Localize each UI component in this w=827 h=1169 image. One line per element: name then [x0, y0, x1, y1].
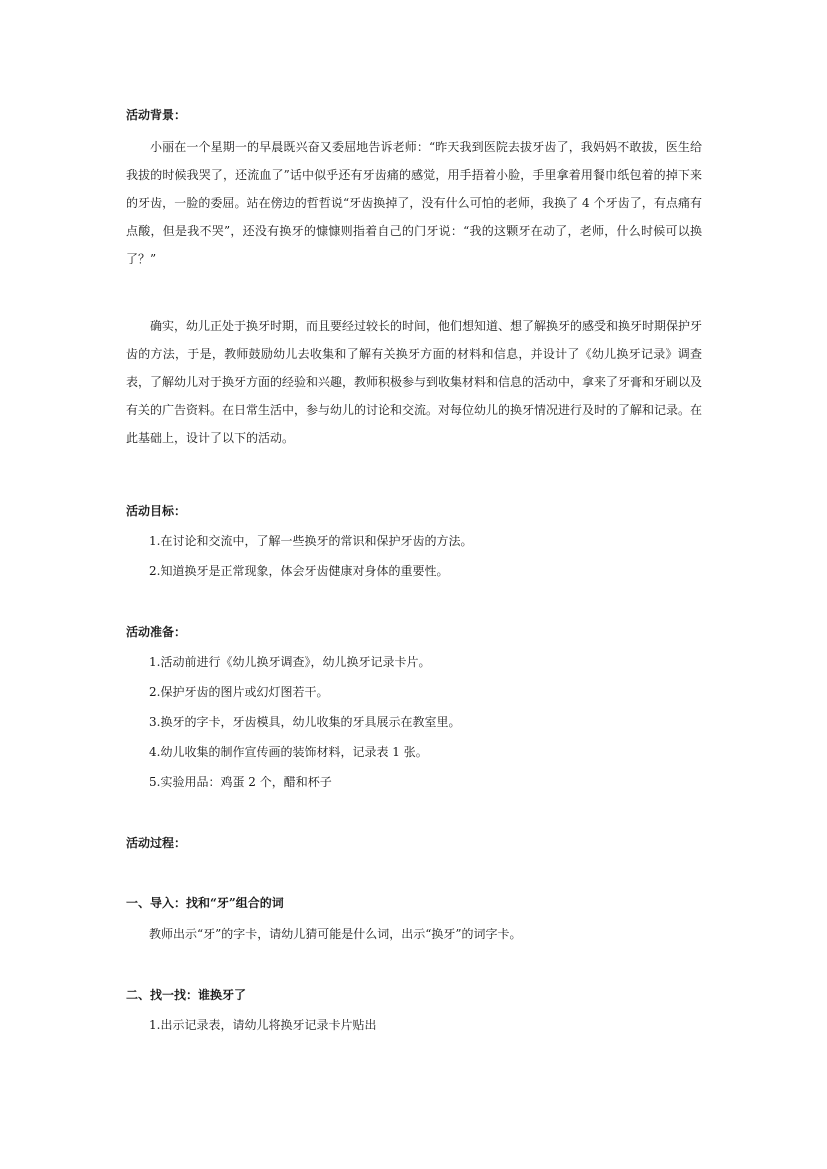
- preparation-item-3: 3.换牙的字卡，牙齿模具，幼儿收集的牙具展示在教室里。: [149, 715, 461, 729]
- process-section-1-text: 教师出示“牙”的字卡，请幼儿猜可能是什么词，出示“换牙”的词字卡。: [149, 927, 522, 941]
- process-heading: 活动过程：: [126, 836, 187, 850]
- background-heading: 活动背景：: [126, 108, 187, 122]
- preparation-item-1: 1.活动前进行《幼儿换牙调查》，幼儿换牙记录卡片。: [149, 655, 431, 669]
- preparation-item-2: 2.保护牙齿的图片或幻灯图若干。: [149, 685, 329, 699]
- process-section-1-heading: 一、导入：找和“牙”组合的词: [126, 896, 284, 910]
- preparation-heading: 活动准备：: [126, 625, 187, 639]
- preparation-item-4: 4.幼儿收集的制作宣传画的装饰材料，记录表 1 张。: [149, 745, 428, 759]
- goal-item-1: 1.在讨论和交流中，了解一些换牙的常识和保护牙齿的方法。: [149, 534, 473, 548]
- preparation-item-5: 5.实验用品：鸡蛋 2 个，醋和杯子: [149, 775, 332, 789]
- goals-heading: 活动目标：: [126, 504, 187, 518]
- background-paragraph-1: 小丽在一个星期一的早晨既兴奋又委屈地告诉老师：“昨天我到医院去拔牙齿了，我妈妈不敢拔，医生给我拔的时候我哭了，还流血了”话中似乎还有牙齿痛的感觉，用手捂着小脸，手里拿着用餐巾纸包着的掉下来的牙齿，一脸的委屈。站在傍边的哲哲说“牙齿换掉了，没有什么可怕的老师，我换了 4 个牙齿了，有点痛有点酸，但是我不哭”，还没有换牙的慷慷则指着自己的门牙说：“我的这颗牙在动了，老师，什么时候可以换了？”: [126, 140, 702, 266]
- goal-item-2: 2.知道换牙是正常现象，体会牙齿健康对身体的重要性。: [149, 564, 449, 578]
- process-section-2-heading: 二、找一找：谁换牙了: [126, 988, 247, 1002]
- background-paragraph-2: 确实，幼儿正处于换牙时期，而且要经过较长的时间，他们想知道、想了解换牙的感受和换牙时期保护牙齿的方法，于是，教师鼓励幼儿去收集和了解有关换牙方面的材料和信息，并设计了《幼儿换牙记录》调查表，了解幼儿对于换牙方面的经验和兴趣，教师积极参与到收集材料和信息的活动中，拿来了牙膏和牙刷以及有关的广告资料。在日常生活中，参与幼儿的讨论和交流。对每位幼儿的换牙情况进行及时的了解和记录。在此基础上，设计了以下的活动。: [126, 319, 703, 445]
- process-section-2-text: 1.出示记录表，请幼儿将换牙记录卡片贴出: [149, 1018, 377, 1032]
